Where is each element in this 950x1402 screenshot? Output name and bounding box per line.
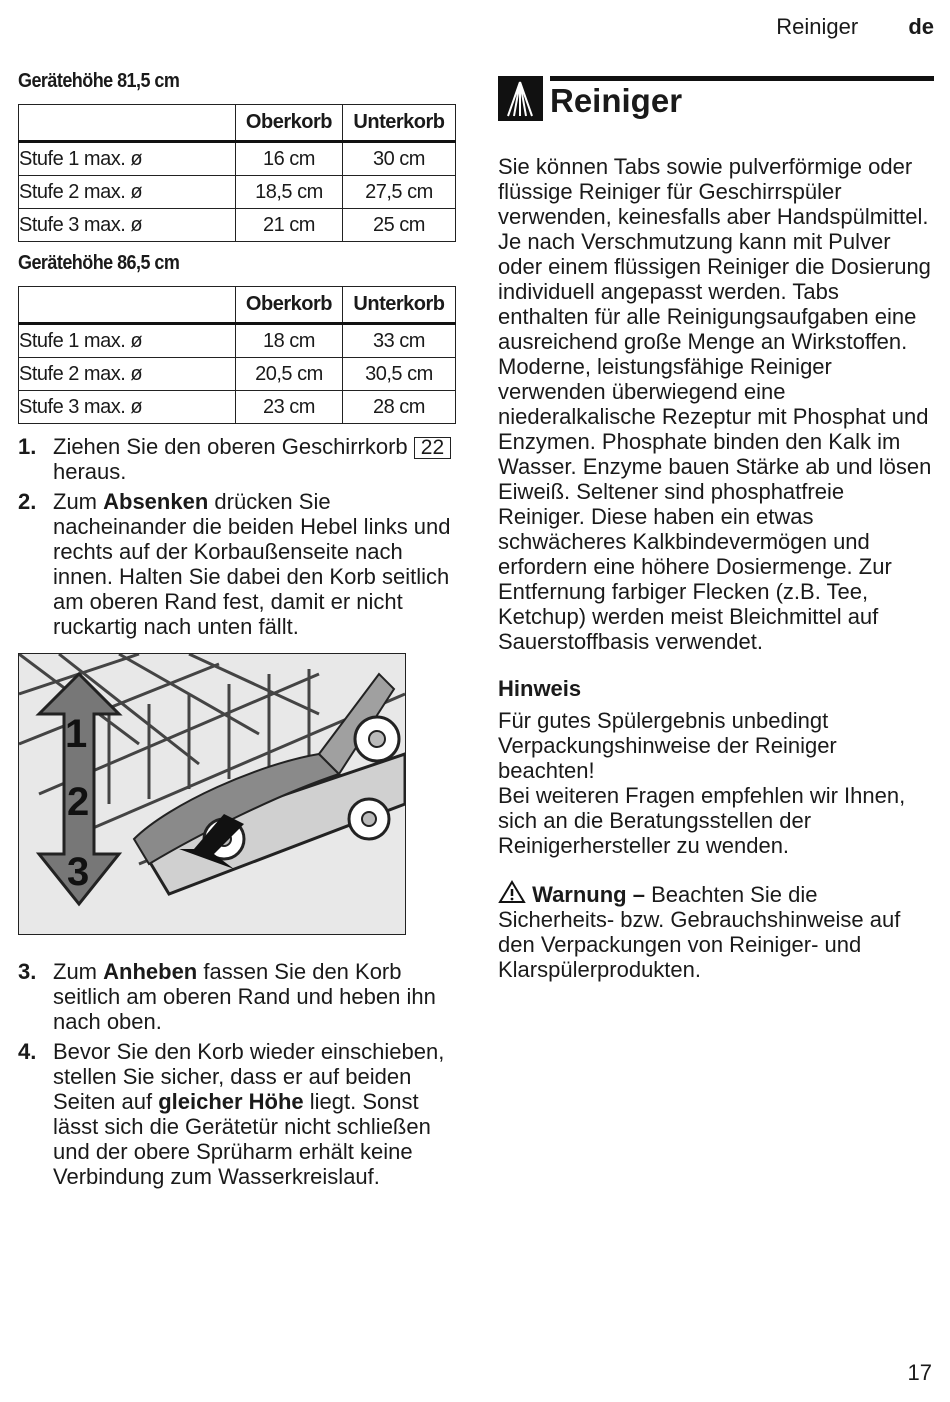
cell-value: 33 cm — [342, 324, 455, 358]
cell-value: 25 cm — [342, 209, 455, 242]
height-table-1 — [18, 104, 456, 242]
left-column — [18, 70, 456, 1194]
table-row — [19, 391, 456, 424]
table-row — [19, 142, 456, 176]
illustration-label-1: 1 — [65, 712, 88, 756]
row-label: Stufe 2 max. ø — [19, 176, 236, 209]
step-text: Zum — [53, 959, 104, 984]
section-heading — [498, 76, 934, 136]
step-number: 1. — [18, 434, 37, 459]
header-section: Reiniger — [776, 14, 859, 39]
step-text: Bevor Sie den Korb wieder einschieben, stellen Sie sicher, dass er auf beiden Seiten auf — [53, 1039, 445, 1114]
cell-value: 30,5 cm — [342, 358, 455, 391]
cell-value: 23 cm — [236, 391, 343, 424]
illustration-label-2: 2 — [67, 780, 90, 824]
step-emphasis: Absenken — [103, 489, 209, 514]
cell-value: 28 cm — [342, 391, 455, 424]
table-row — [19, 176, 456, 209]
table-title-2: Gerätehöhe 86,5 cm — [18, 252, 180, 274]
step-text: Zum — [53, 489, 104, 514]
column-header: Unterkorb — [342, 287, 455, 324]
warning-text: Beachten Sie die Sicherheits- bzw. Gebrauchshinweise auf den Verpackungen von Reiniger- und Klarspülerprodukten. — [498, 882, 901, 982]
page-number: 17 — [907, 1360, 932, 1385]
height-table-2 — [18, 286, 456, 424]
step-number: 3. — [18, 959, 37, 984]
warning-label: Warnung – — [532, 882, 645, 907]
cell-value: 20,5 cm — [236, 358, 343, 391]
cell-value: 27,5 cm — [342, 176, 455, 209]
step-item — [18, 1039, 456, 1189]
step-emphasis: gleicher Höhe — [158, 1089, 304, 1114]
steps-list-a — [18, 434, 456, 639]
step-item — [18, 959, 456, 1034]
header-language: de — [908, 14, 934, 39]
table-row — [19, 209, 456, 242]
step-text: liegt. Sonst lässt sich die Gerätetür nicht schließen und der obere Sprüharm erhält keine Verbindung zum Wasserkreislauf. — [53, 1089, 431, 1189]
step-emphasis: Anheben — [103, 959, 198, 984]
section-title: Reiniger — [550, 82, 683, 119]
column-header: Oberkorb — [236, 105, 343, 142]
cell-value: 16 cm — [236, 142, 343, 176]
cell-value: 18 cm — [236, 324, 343, 358]
table-corner — [19, 287, 236, 324]
page-header — [776, 14, 934, 40]
detergent-icon — [498, 76, 543, 121]
row-label: Stufe 1 max. ø — [19, 142, 236, 176]
cell-value: 21 cm — [236, 209, 343, 242]
cell-value: 18,5 cm — [236, 176, 343, 209]
warning-block — [498, 880, 934, 982]
step-text: fassen Sie den Korb seitlich am oberen Rand und heben ihn nach oben. — [53, 959, 436, 1034]
table-title-1: Gerätehöhe 81,5 cm — [18, 70, 180, 92]
step-number: 2. — [18, 489, 37, 514]
step-text: heraus. — [53, 459, 127, 484]
part-reference: 22 — [414, 437, 451, 459]
row-label: Stufe 3 max. ø — [19, 209, 236, 242]
table-corner — [19, 105, 236, 142]
row-label: Stufe 3 max. ø — [19, 391, 236, 424]
cell-value: 30 cm — [342, 142, 455, 176]
column-header: Oberkorb — [236, 287, 343, 324]
note-paragraph-2: Bei weiteren Fragen empfehlen wir Ihnen, sich an die Beratungsstellen der Reinigerhersteller zu wenden. — [498, 783, 906, 858]
step-item — [18, 434, 456, 484]
illustration-label-3: 3 — [67, 850, 90, 894]
warning-triangle-icon — [498, 882, 532, 907]
steps-list-b — [18, 959, 456, 1189]
table-row — [19, 358, 456, 391]
step-text: Ziehen Sie den oberen Geschirrkorb — [53, 434, 414, 459]
note-paragraph-1: Für gutes Spülergebnis unbedingt Verpackungshinweise der Reiniger beachten! — [498, 708, 837, 783]
step-number: 4. — [18, 1039, 37, 1064]
heading-rule — [550, 76, 934, 81]
row-label: Stufe 1 max. ø — [19, 324, 236, 358]
row-label: Stufe 2 max. ø — [19, 358, 236, 391]
note-title: Hinweis — [498, 676, 582, 701]
column-header: Unterkorb — [342, 105, 455, 142]
table-row — [19, 324, 456, 358]
step-item — [18, 489, 456, 639]
basket-lever-illustration — [18, 653, 406, 935]
right-column — [498, 76, 934, 982]
intro-paragraph: Sie können Tabs sowie pulverförmige oder flüssige Reiniger für Geschirrspüler verwenden, keinesfalls aber Handspülmittel. Je nach Verschmutzung kann mit Pulver oder einem flüssigen Reiniger die Dosierung individuell angepasst werden. Tabs enthalten für alle Reinigungsaufgaben eine ausreichend große Menge an Wirkstoffen. Moderne, leistungsfähige Reiniger verwenden überwiegend eine niederalkalische Rezeptur mit Phosphat und Enzymen. Phosphate binden den Kalk im Wasser. Enzyme bauen Stärke ab und lösen Eiweiß. Seltener sind phosphatfreie Reiniger. Diese haben ein etwas schwächeres Kalkbindevermögen und erfordern eine höhere Dosiermenge. Zur Entfernung farbiger Flecken (z.B. Tee, Ketchup) werden meist Bleichmittel auf Sauerstoffbasis verwendet. — [498, 154, 932, 654]
step-text: drücken Sie nacheinander die beiden Hebel links und rechts auf der Korbaußenseite nach innen. Halten Sie dabei den Korb seitlich am oberen Rand fest, damit er nicht ruckartig nach unten fällt. — [53, 489, 451, 639]
